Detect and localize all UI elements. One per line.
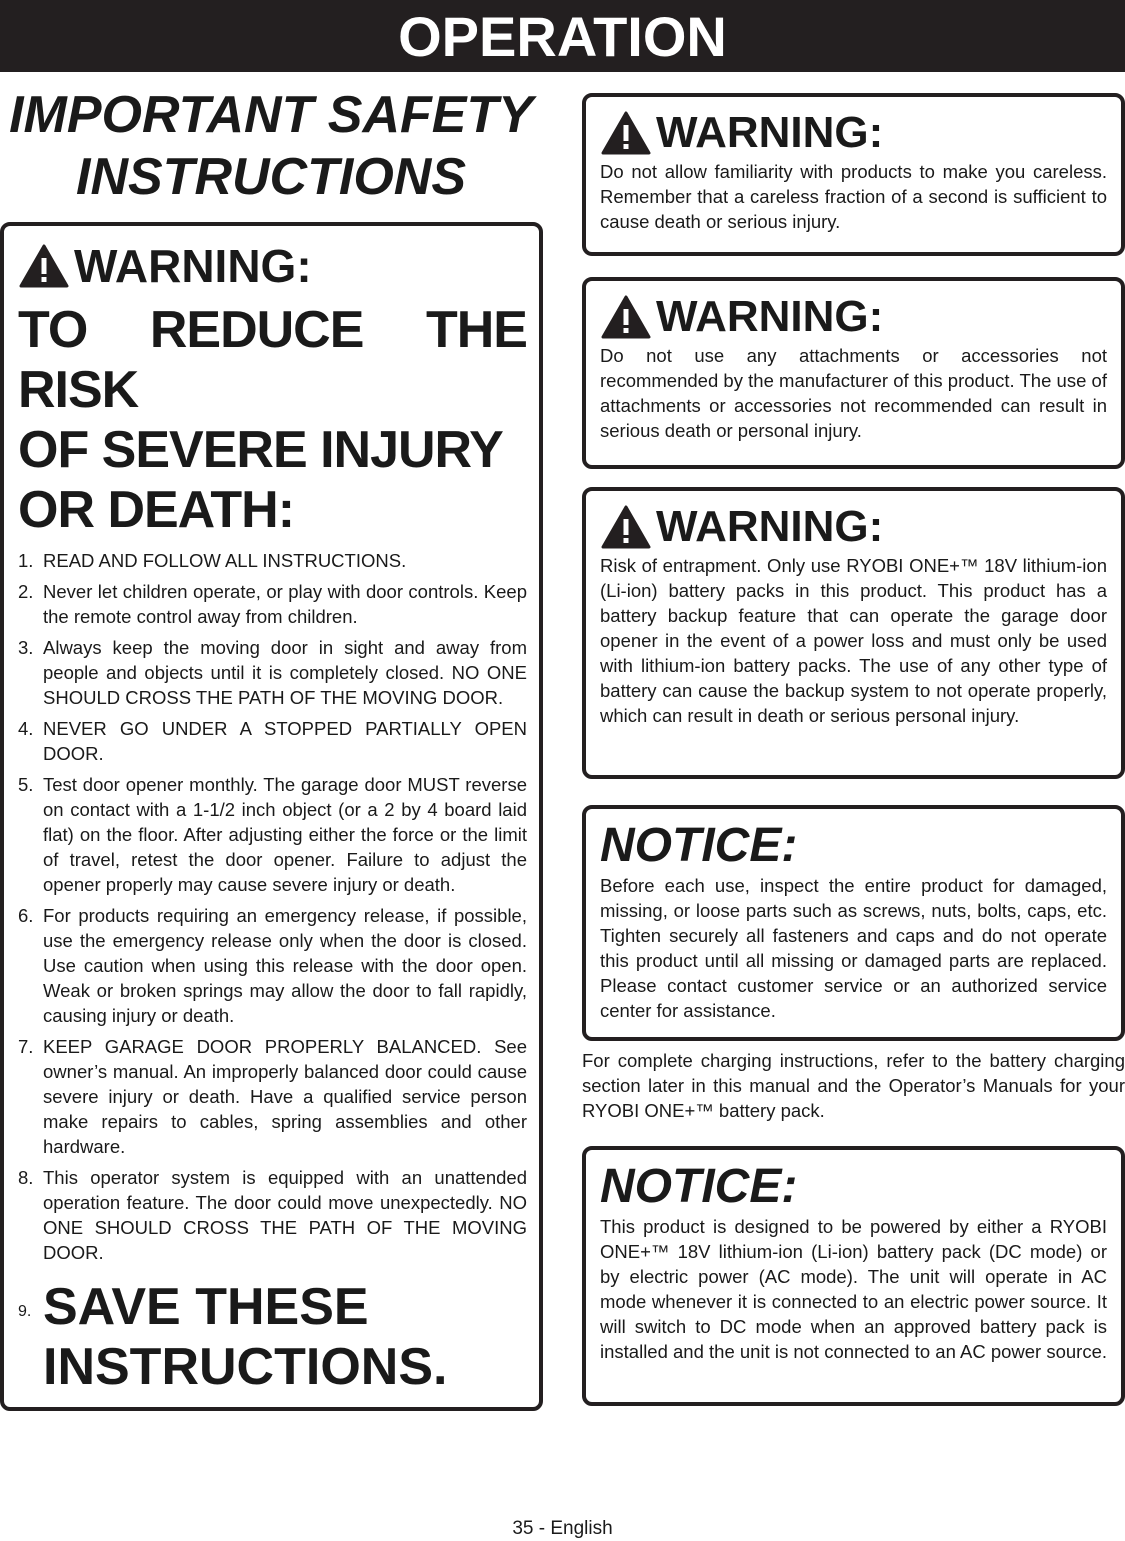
safety-title-line2: INSTRUCTIONS xyxy=(76,148,466,206)
warning-text: Do not use any attachments or accessories not recommended by the manufacturer of this product. The use of attachments or accessories not recommended can result in serious death or personal injury. xyxy=(600,345,1107,441)
item-number: 2. xyxy=(18,581,34,602)
notice-label: NOTICE: xyxy=(600,1160,798,1213)
item-number: 4. xyxy=(18,718,34,739)
item-text: For products requiring an emergency release, if possible, use the emergency release only when the door is closed. Use caution when using this release with the door open. Weak or broken springs may allow the door to fall rapidly, causing injury or death. xyxy=(43,905,527,1026)
list-item xyxy=(18,579,527,629)
item-number: 5. xyxy=(18,774,34,795)
risk-headline-line3: OR DEATH: xyxy=(18,481,295,539)
warning-heading xyxy=(600,501,1107,553)
warning-heading xyxy=(18,240,527,292)
warning-box-familiarity xyxy=(582,93,1125,256)
list-item xyxy=(18,1034,527,1159)
notice-text: This product is designed to be powered by either a RYOBI ONE+™ 18V lithium-ion (Li-ion) battery pack (DC mode) or by electric power (AC mode). The unit will operate in AC mode whenever it is connected to an electric power source. It will switch to DC mode when an approved battery pack is installed and the unit is not connected to an AC power source. xyxy=(600,1216,1108,1362)
risk-headline-line1: TO REDUCE THE RISK xyxy=(18,301,527,419)
item-text: Always keep the moving door in sight and away from people and objects until it is completely closed. NO ONE SHOULD CROSS THE PATH OF THE MOVING DOOR. xyxy=(43,637,527,708)
item-text: This operator system is equipped with an unattended operation feature. The door could move unexpectedly. NO ONE SHOULD CROSS THE PATH OF THE MOVING DOOR. xyxy=(43,1167,527,1263)
save-instructions xyxy=(18,1277,527,1397)
item-text: KEEP GARAGE DOOR PROPERLY BALANCED. See owner’s manual. An improperly balanced door could cause severe injury or death. Have a qualified service person make repairs to cables, spring assemblies and other hardware. xyxy=(43,1036,527,1157)
list-item xyxy=(18,635,527,710)
save-line2: INSTRUCTIONS. xyxy=(43,1338,448,1396)
warning-triangle-icon xyxy=(600,110,652,156)
item-number: 1. xyxy=(18,550,34,571)
item-text: Never let children operate, or play with door controls. Keep the remote control away from children. xyxy=(43,581,527,627)
notice-text: Before each use, inspect the entire product for damaged, missing, or loose parts such as screws, nuts, bolts, caps, etc. Tighten securely all fasteners and caps and do not operate this product until all missing or damaged parts are replaced. Please contact customer service or an authorized service center for assistance. xyxy=(600,875,1107,1021)
item-text: Test door opener monthly. The garage door MUST reverse on contact with a 1-1/2 inch object (or a 2 by 4 board laid flat) on the floor. After adjusting either the force or the limit of travel, retest the door opener. Failure to adjust the opener properly may cause severe injury or death. xyxy=(43,774,527,895)
item-text: NEVER GO UNDER A STOPPED PARTIALLY OPEN DOOR. xyxy=(43,718,527,764)
save-line1: SAVE THESE xyxy=(43,1278,369,1336)
warning-box-entrapment xyxy=(582,487,1125,779)
item-number: 9. xyxy=(18,1303,32,1320)
list-item xyxy=(18,548,527,573)
warning-text: Risk of entrapment. Only use RYOBI ONE+™ 18V lithium-ion (Li-ion) battery packs in this product. This product has a battery backup feature that can operate the garage door opener in the event of a power loss and must only be used with lithium-ion battery packs. The use of any other type of battery can cause the backup system to not operate properly, which can result in death or serious personal injury. xyxy=(600,555,1107,726)
warning-triangle-icon xyxy=(600,294,652,340)
warning-triangle-icon xyxy=(18,243,70,289)
warning-text: Do not allow familiarity with products to make you careless. Remember that a careless fraction of a second is sufficient to cause death or serious injury. xyxy=(600,161,1107,232)
notice-box-inspection xyxy=(582,805,1125,1041)
list-item xyxy=(18,903,527,1028)
charging-instructions-text: For complete charging instructions, refer to the battery charging section later in this manual and the Operator’s Manuals for your RYOBI ONE+™ battery pack. xyxy=(582,1050,1125,1121)
safety-instructions-box xyxy=(0,222,543,1411)
safety-rules-list xyxy=(18,548,527,1265)
item-number: 6. xyxy=(18,905,34,926)
page-number: 35 - English xyxy=(512,1518,613,1539)
warning-box-attachments xyxy=(582,277,1125,469)
risk-headline xyxy=(18,300,527,540)
section-title: OPERATION xyxy=(398,4,727,68)
warning-label: WARNING: xyxy=(656,292,884,341)
item-number: 3. xyxy=(18,637,34,658)
item-text: READ AND FOLLOW ALL INSTRUCTIONS. xyxy=(43,550,407,571)
list-item xyxy=(18,1165,527,1265)
item-number: 7. xyxy=(18,1036,34,1057)
risk-headline-line2: OF SEVERE INJURY xyxy=(18,421,503,479)
warning-label: WARNING: xyxy=(656,502,884,551)
warning-label: WARNING: xyxy=(656,108,884,157)
list-item xyxy=(18,772,527,897)
page-header xyxy=(0,0,1125,72)
notice-label: NOTICE: xyxy=(600,819,798,872)
notice-box-power xyxy=(582,1146,1125,1406)
item-number: 8. xyxy=(18,1167,34,1188)
safety-title-line1: IMPORTANT SAFETY xyxy=(9,86,533,144)
warning-triangle-icon xyxy=(600,504,652,550)
safety-title xyxy=(0,84,542,208)
warning-heading xyxy=(600,107,1107,159)
list-item xyxy=(18,716,527,766)
save-instructions-text xyxy=(43,1277,447,1397)
warning-heading xyxy=(600,291,1107,343)
warning-label: WARNING: xyxy=(74,240,312,292)
